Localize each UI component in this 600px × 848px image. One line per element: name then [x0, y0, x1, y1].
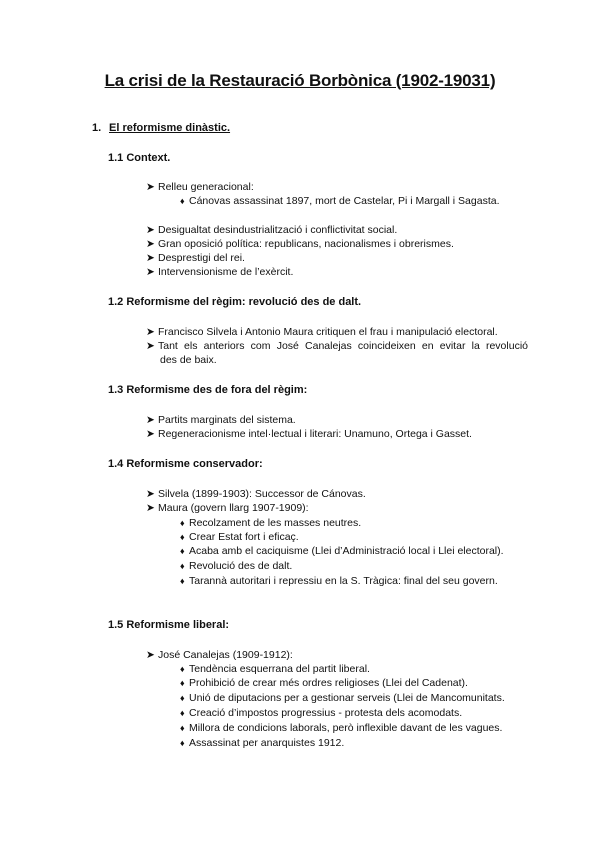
- bullet-item: ➤ Partits marginats del sistema.: [146, 414, 296, 426]
- diamond-bullet-icon: ♦: [180, 532, 185, 542]
- bullet-item: ➤ Regeneracionisme intel·lectual i literari: Unamuno, Ortega i Gasset.: [146, 428, 472, 440]
- bullet-item: ➤ Silvela (1899-1903): Successor de Cánovas.: [146, 488, 366, 500]
- subsection-heading-1-4: 1.4 Reformisme conservador:: [108, 458, 263, 470]
- sub-bullet-item: ♦ Creació d’impostos progressius - protesta dels acomodats.: [180, 707, 463, 719]
- bullet-item: ➤ Tant els anteriors com José Canalejas coincideixen en evitar la revolució: [146, 340, 528, 352]
- diamond-bullet-icon: ♦: [180, 678, 185, 688]
- sub-bullet-item: ♦ Prohibició de crear més ordres religioses (Llei del Cadenat).: [180, 677, 468, 689]
- section-label: El reformisme dinàstic.: [109, 122, 231, 134]
- diamond-bullet-icon: ♦: [180, 693, 185, 703]
- sub-bullet-item: ♦ Crear Estat fort i eficaç.: [180, 531, 299, 543]
- arrow-bullet-icon: ➤: [146, 649, 155, 661]
- sub-bullet-item: ♦ Tendència esquerrana del partit liberal.: [180, 663, 370, 675]
- diamond-bullet-icon: ♦: [180, 738, 185, 748]
- subsection-heading-1-3: 1.3 Reformisme des de fora del règim:: [108, 384, 308, 396]
- sub-bullet-item: ♦ Tarannà autoritari i repressiu en la S. Tràgica: final del seu govern.: [180, 575, 498, 587]
- arrow-bullet-icon: ➤: [146, 428, 155, 440]
- diamond-bullet-icon: ♦: [180, 196, 185, 206]
- bullet-item: ➤ José Canalejas (1909-1912):: [146, 649, 293, 661]
- subsection-heading-1-1: 1.1 Context.: [108, 152, 171, 164]
- sub-bullet-item: ♦ Recolzament de les masses neutres.: [180, 517, 362, 529]
- arrow-bullet-icon: ➤: [146, 414, 155, 426]
- diamond-bullet-icon: ♦: [180, 561, 185, 571]
- bullet-item: ➤ Relleu generacional:: [146, 181, 254, 193]
- diamond-bullet-icon: ♦: [180, 546, 185, 556]
- arrow-bullet-icon: ➤: [146, 326, 155, 338]
- bullet-item: ➤ Francisco Silvela i Antonio Maura critiquen el frau i manipulació electoral.: [146, 326, 498, 338]
- arrow-bullet-icon: ➤: [146, 238, 155, 250]
- bullet-item: ➤ Gran oposició política: republicans, nacionalismes i obrerismes.: [146, 238, 454, 250]
- arrow-bullet-icon: ➤: [146, 252, 155, 264]
- arrow-bullet-icon: ➤: [146, 488, 155, 500]
- bullet-item: ➤ Desprestigi del rei.: [146, 252, 245, 264]
- arrow-bullet-icon: ➤: [146, 502, 155, 514]
- arrow-bullet-icon: ➤: [146, 224, 155, 236]
- sub-bullet-item: ♦ Acaba amb el caciquisme (Llei d’Administració local i Llei electoral).: [180, 545, 504, 557]
- bullet-item: ➤ Maura (govern llarg 1907-1909):: [146, 502, 309, 514]
- sub-bullet-item: ♦ Assassinat per anarquistes 1912.: [180, 737, 345, 749]
- arrow-bullet-icon: ➤: [146, 181, 155, 193]
- arrow-bullet-icon: ➤: [146, 266, 155, 278]
- diamond-bullet-icon: ♦: [180, 664, 185, 674]
- sub-bullet-item: ♦ Unió de diputacions per a gestionar serveis (Llei de Mancomunitats.: [180, 692, 505, 704]
- sub-bullet-item: ♦ Revolució des de dalt.: [180, 560, 293, 572]
- bullet-item: ➤ Intervensionisme de l’exèrcit.: [146, 266, 294, 278]
- subsection-heading-1-2: 1.2 Reformisme del règim: revolució des de dalt.: [108, 296, 362, 308]
- bullet-continuation: des de baix.: [160, 354, 217, 366]
- document-title: La crisi de la Restauració Borbònica (1902-19031): [104, 71, 496, 90]
- diamond-bullet-icon: ♦: [180, 723, 185, 733]
- sub-bullet-item: ♦ Millora de condicions laborals, però inflexible davant de les vagues.: [180, 722, 503, 734]
- bullet-item: ➤ Desigualtat desindustrialització i conflictivitat social.: [146, 224, 398, 236]
- diamond-bullet-icon: ♦: [180, 708, 185, 718]
- diamond-bullet-icon: ♦: [180, 576, 185, 586]
- section-number: 1.: [92, 122, 102, 134]
- section-heading-1: [92, 121, 230, 136]
- subsection-heading-1-5: 1.5 Reformisme liberal:: [108, 619, 230, 631]
- diamond-bullet-icon: ♦: [180, 518, 185, 528]
- arrow-bullet-icon: ➤: [146, 340, 155, 352]
- sub-bullet-item: ♦ Cánovas assassinat 1897, mort de Castelar, Pi i Margall i Sagasta.: [180, 195, 500, 207]
